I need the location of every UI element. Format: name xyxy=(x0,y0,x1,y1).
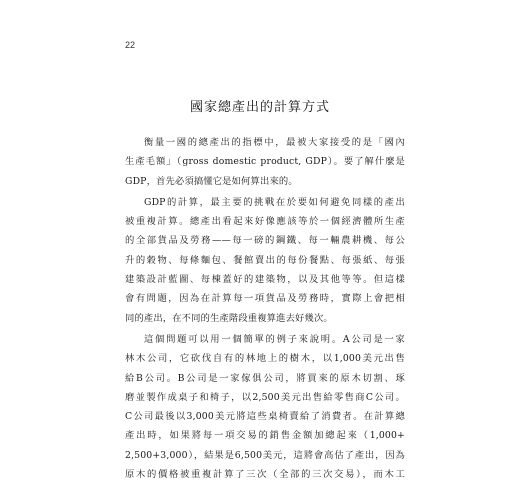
text-line: 衡量一國的總產出的指標中，最被大家接受的是「國內 xyxy=(144,137,405,148)
text-line: 建築設計藍圖、每棟蓋好的建築物，以及其他等等。但這樣 xyxy=(125,274,405,286)
text-line: GDP的計算，最主要的挑戰在於要如何避免同樣的產出 xyxy=(144,196,405,208)
text-line: 給B公司。B公司是一家傢俱公司，將買來的原木切割、琢 xyxy=(125,372,405,384)
text-line: 產出時，如果將每一項交易的銷售金額加總起來（1,000+ xyxy=(125,430,405,442)
text-line: 這個問題可以用一個簡單的例子來說明。A公司是一家 xyxy=(144,333,405,345)
text-line: C公司最後以3,000美元將這些桌椅賣給了消費者。在計算總 xyxy=(125,411,405,423)
text-line: 會有問題，因為在計算每一項貨品及勞務時，實際上會把相 xyxy=(125,293,405,305)
paragraph-3 xyxy=(125,330,405,484)
text-line: 林木公司，它砍伐自有的林地上的樹木，以1,000美元出售 xyxy=(125,353,405,365)
page-number: 22 xyxy=(125,40,136,50)
section-title: 國家總產出的計算方式 xyxy=(189,100,330,115)
text-line: 升的穀物、每條麵包、餐館賣出的每份餐點、每張紙、每張 xyxy=(125,254,405,266)
text-line: 的全部貨品及勞務——每一磅的鋼鐵、每一輛農耕機、每公 xyxy=(125,235,405,247)
text-line: 同的產出，在不同的生產階段重複算進去好幾次。 xyxy=(125,312,333,324)
body-text xyxy=(125,133,405,486)
text-line: 2,500+3,000），結果是6,500美元，這將會高估了產出，因為 xyxy=(125,449,405,461)
paragraph-2 xyxy=(125,193,405,328)
text-line: 被重複計算。總產出看起來好像應該等於一個經濟體所生產 xyxy=(125,216,405,228)
text-line: GDP，首先必須搞懂它是如何算出來的。 xyxy=(125,175,298,187)
text-line: 原木的價格被重複計算了三次（全部的三次交易），而木工 xyxy=(125,469,405,481)
text-line: 生產毛額」（gross domestic product, GDP）。要了解什麼是 xyxy=(125,156,405,168)
text-line: 磨並製作成桌子和椅子，以2,500美元出售給零售商C公司。 xyxy=(125,391,405,403)
paragraph-1 xyxy=(125,133,405,191)
